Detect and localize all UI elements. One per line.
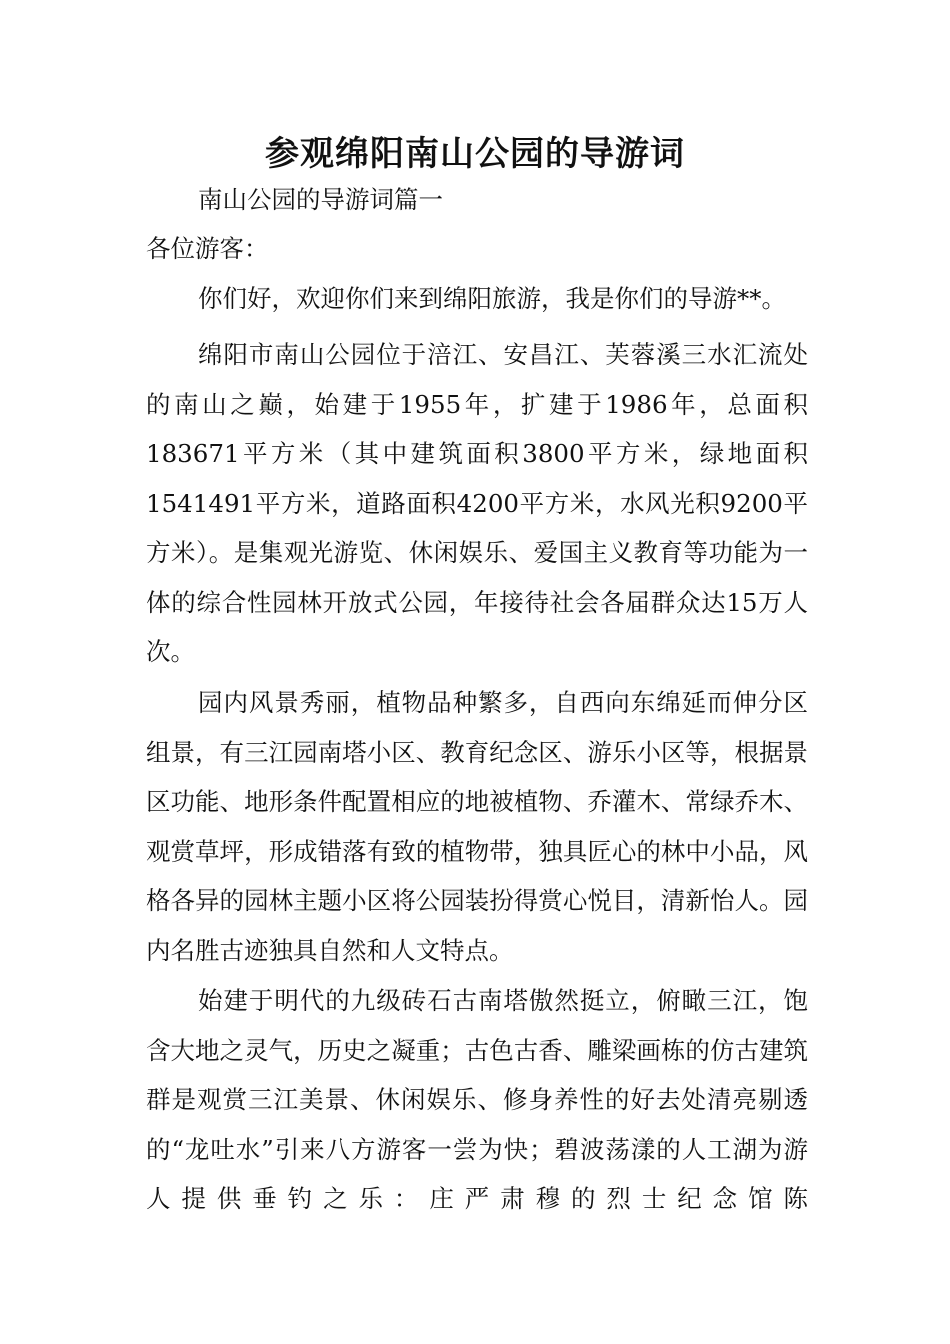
paragraph-3: 始建于明代的九级砖石古南塔傲然挺立，俯瞰三江，饱含大地之灵气，历史之凝重；古色古香、雕梁画栋的仿古建筑群是观赏三江美景、休闲娱乐、修身养性的好去处清亮剔透的“龙吐水”引来八方游客一尝为快；碧波荡漾的人工湖为游人提供垂钓之乐：庄严肃穆的烈士纪念馆陈 [146,986,808,1213]
paragraph-2: 园内风景秀丽，植物品种繁多，自西向东绵延而伸分区组景，有三江园南塔小区、教育纪念区、游乐小区等，根据景区功能、地形条件配置相应的地被植物、乔灌木、常绿乔木、观赏草坪，形成错落有致的植物带，独具匠心的林中小品，风格各异的园林主题小区将公园装扮得赏心悦目，清新怡人。园内名胜古迹独具自然和人文特点。 [146,688,808,965]
document-title: 参观绵阳南山公园的导游词 [265,134,685,174]
opening-text: 你们好，欢迎你们来到绵阳旅游，我是你们的导游**。 [198,284,786,313]
greeting-text: 各位游客： [146,234,269,263]
document-subtitle: 南山公园的导游词篇一 [198,185,443,214]
paragraph-1: 绵阳市南山公园位于涪江、安昌江、芙蓉溪三水汇流处的南山之巅，始建于1955年，扩建于1986年，总面积183671平方米（其中建筑面积3800平方米，绿地面积1541491平方米，道路面积4200平方米，水风光积9200平方米）。是集观光游览、休闲娱乐、爱国主义教育等功能为一体的综合性园林开放式公园，年接待社会各届群众达15万人次。 [146,340,808,666]
